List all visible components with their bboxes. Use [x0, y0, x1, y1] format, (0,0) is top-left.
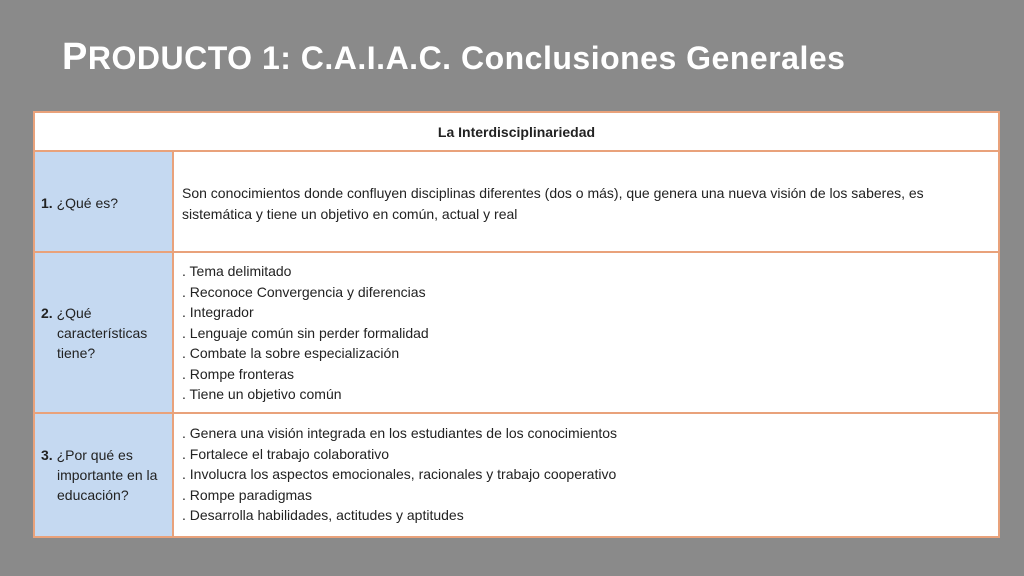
answer-line: sistemática y tiene un objetivo en común, actual y real	[182, 205, 518, 222]
answer-line: . Desarrolla habilidades, actitudes y aptitudes	[182, 507, 464, 523]
answer-line: . Integrador	[182, 304, 254, 320]
answer-line: . Involucra los aspectos emocionales, racionales y trabajo cooperativo	[182, 466, 617, 482]
question-cell-3	[35, 414, 174, 536]
title-first-letter: P	[62, 36, 88, 78]
answer-line: . Reconoce Convergencia y diferencias	[182, 283, 426, 300]
answer-line: . Rompe paradigmas	[182, 486, 312, 503]
question-text-2-line-1: ¿Qué	[56, 305, 92, 321]
question-number-3: 3.	[41, 447, 53, 463]
summary-table	[33, 111, 1000, 538]
answer-line: . Tiene un objetivo común	[182, 386, 342, 402]
question-text-3-line-2: importante en la	[57, 467, 158, 483]
answer-line: . Fortalece el trabajo colaborativo	[182, 445, 389, 462]
slide-title	[62, 36, 845, 79]
question-number-2: 2.	[41, 305, 53, 321]
answer-cell-2	[174, 253, 998, 412]
title-rest: RODUCTO 1: C.A.I.A.C. Conclusiones Generales	[87, 40, 846, 76]
answer-cell-1	[174, 152, 998, 251]
question-number-1: 1.	[41, 195, 53, 211]
question-text-3-line-3: educación?	[57, 487, 129, 503]
table-row-3	[35, 414, 998, 536]
question-cell-2	[35, 253, 174, 412]
question-text-1: ¿Qué es?	[56, 195, 119, 211]
answer-line: . Tema delimitado	[182, 263, 292, 279]
question-text-2-line-2: características	[57, 325, 148, 341]
answer-line: Son conocimientos donde confluyen disciplinas diferentes (dos o más), que genera una nueva visión de los saberes, es	[182, 185, 924, 201]
table-header: La Interdisciplinariedad	[35, 113, 998, 152]
answer-line: . Combate la sobre especialización	[182, 345, 400, 361]
question-text-3-line-1: ¿Por qué es	[56, 447, 133, 463]
answer-cell-3	[174, 414, 998, 536]
answer-line: . Lenguaje común sin perder formalidad	[182, 324, 429, 341]
table-row-1	[35, 152, 998, 253]
table-row-2	[35, 253, 998, 414]
answer-line: . Rompe fronteras	[182, 365, 295, 382]
question-cell-1	[35, 152, 174, 251]
question-text-2-line-3: tiene?	[57, 345, 96, 361]
answer-line: . Genera una visión integrada en los estudiantes de los conocimientos	[182, 425, 618, 441]
